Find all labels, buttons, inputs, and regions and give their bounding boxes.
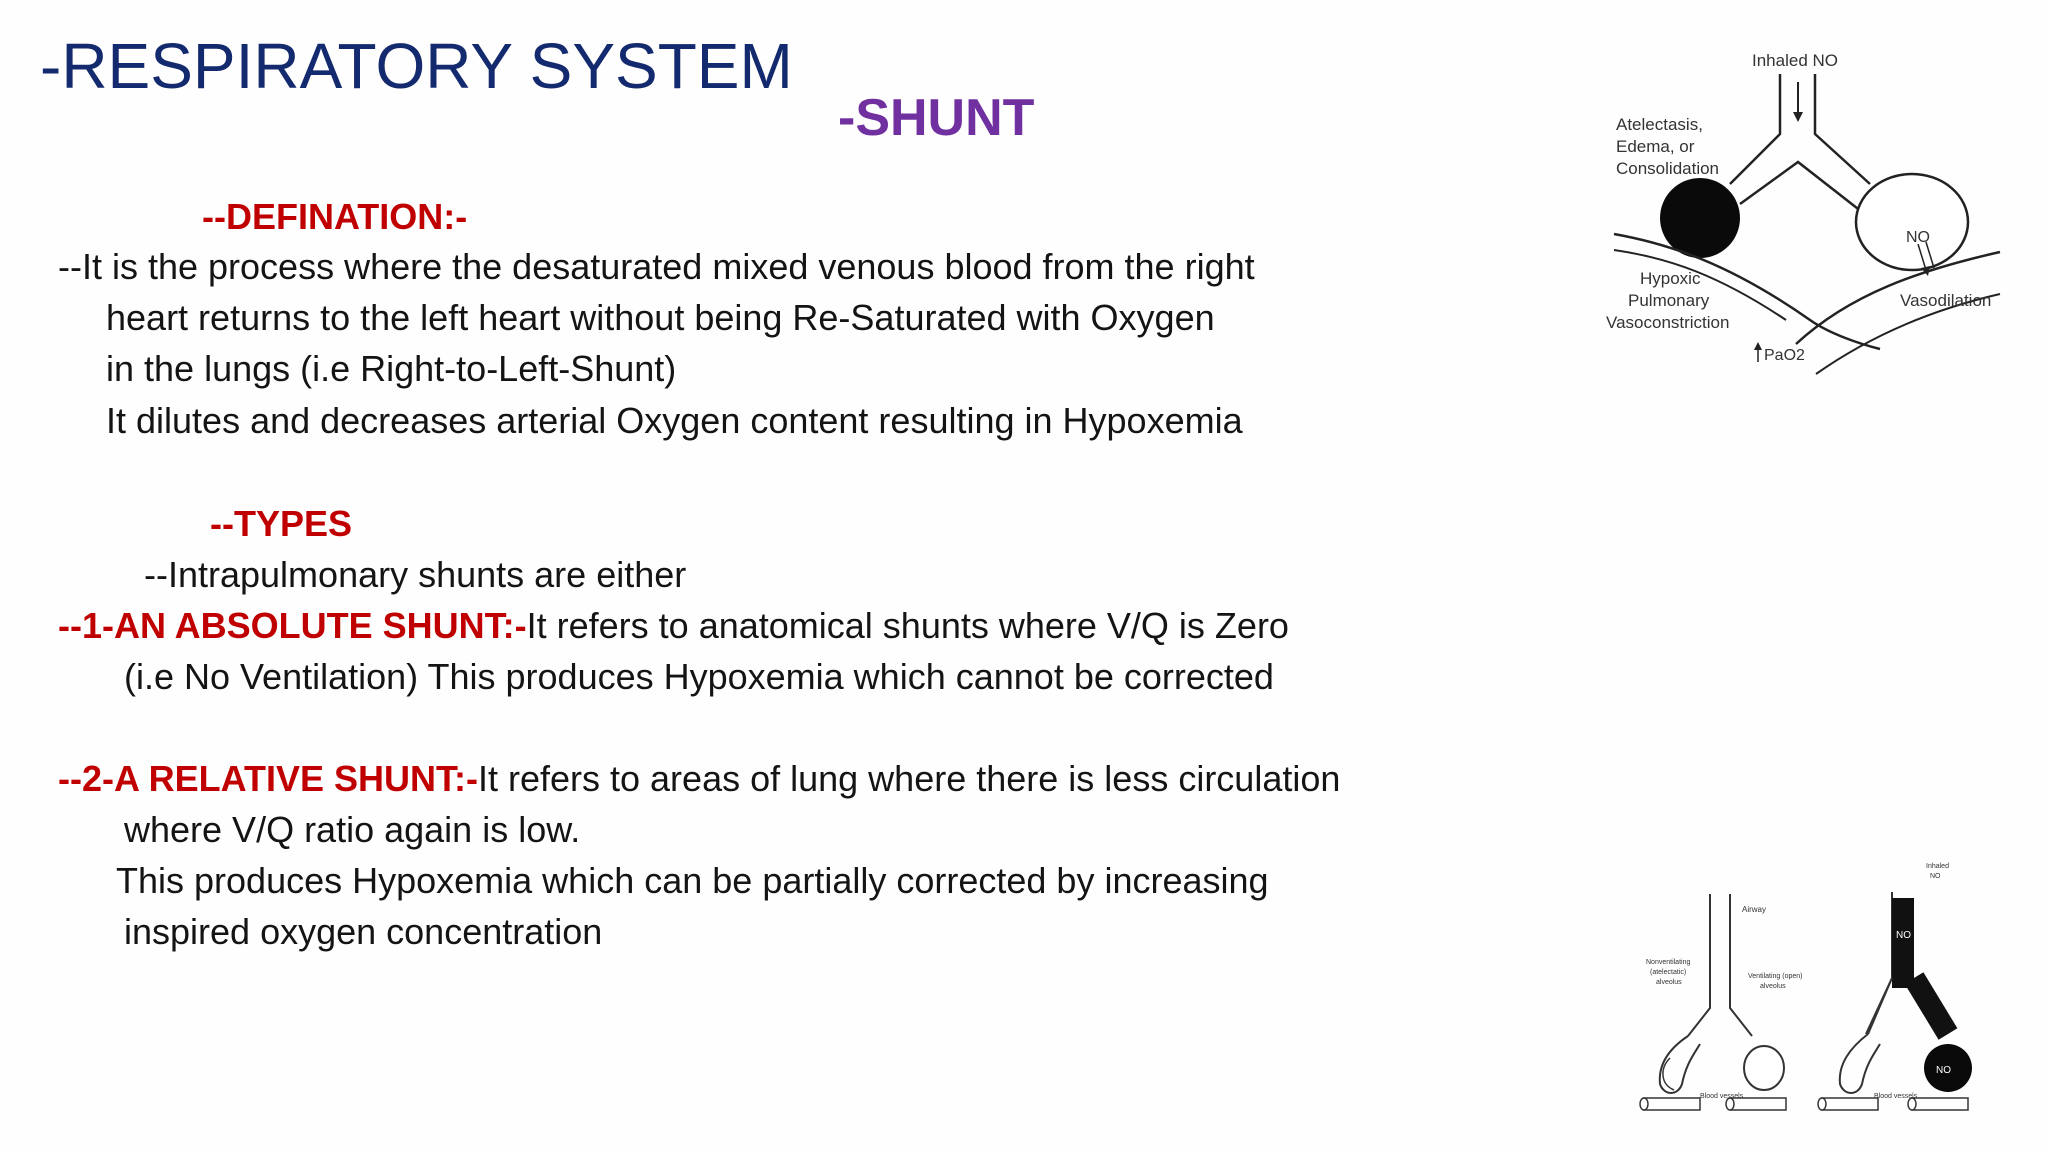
ventilating-label-2: alveolus xyxy=(1760,983,1786,990)
alveolus-no-label: NO xyxy=(1936,1065,1951,1076)
inhaled-label-1: Inhaled xyxy=(1926,863,1949,870)
ventilated-alveolus xyxy=(1856,174,1968,270)
definition-line-2: heart returns to the left heart without being Re-Saturated with Oxygen xyxy=(106,297,1215,338)
absolute-shunt-text: It refers to anatomical shunts where V/Q is Zero xyxy=(526,605,1289,646)
relative-shunt-text: It refers to areas of lung where there is less circulation xyxy=(477,758,1341,799)
shunt-vasodilation-diagram xyxy=(1600,44,2010,384)
hpv-label-2: Pulmonary xyxy=(1628,291,1710,310)
definition-line-3: in the lungs (i.e Right-to-Left-Shunt) xyxy=(106,348,677,389)
definition-line-1: --It is the process where the desaturated mixed venous blood from the right xyxy=(58,246,1255,287)
hpv-label-1: Hypoxic xyxy=(1640,269,1701,288)
relative-shunt-line-3: This produces Hypoxemia which can be partially corrected by increasing xyxy=(116,860,1269,901)
ventilating-label-1: Ventilating (open) xyxy=(1748,973,1803,980)
types-heading: --TYPES xyxy=(210,503,353,544)
blood-vessels-label-right: Blood vessels xyxy=(1874,1093,1918,1100)
slide-title: -RESPIRATORY SYSTEM xyxy=(40,30,793,102)
atelectasis-label-2: Edema, or xyxy=(1616,137,1695,156)
pao2-label: PaO2 xyxy=(1764,347,1805,364)
types-intro: --Intrapulmonary shunts are either xyxy=(144,554,687,595)
absolute-shunt-label: --1-AN ABSOLUTE SHUNT:- xyxy=(58,605,527,646)
slide-subtitle: -SHUNT xyxy=(838,89,1035,147)
atelectasis-label-3: Consolidation xyxy=(1616,159,1720,178)
airway-no-label: NO xyxy=(1896,930,1911,941)
atelectasis-label-1: Atelectasis, xyxy=(1616,115,1703,134)
alveoli-blood-vessel-diagram xyxy=(1630,858,2010,1118)
blood-vessels-label-left: Blood vessels xyxy=(1700,1093,1744,1100)
relative-shunt-line-4: inspired oxygen concentration xyxy=(124,911,603,952)
nonventilating-label-2: (atelectatic) xyxy=(1650,969,1687,976)
vasodilation-label: Vasodilation xyxy=(1900,291,1992,310)
inhaled-no-label: Inhaled NO xyxy=(1752,51,1838,70)
nonventilating-label-3: alveolus xyxy=(1656,979,1682,986)
definition-line-4: It dilutes and decreases arterial Oxygen content resulting in Hypoxemia xyxy=(106,400,1243,441)
relative-shunt-label: --2-A RELATIVE SHUNT:- xyxy=(58,758,478,799)
absolute-shunt-line-2: (i.e No Ventilation) This produces Hypoxemia which cannot be corrected xyxy=(124,656,1274,697)
relative-shunt-line xyxy=(58,758,1340,799)
inhaled-label-2: NO xyxy=(1930,873,1941,880)
absolute-shunt-line xyxy=(58,605,1289,646)
no-label: NO xyxy=(1906,229,1930,246)
collapsed-alveolus xyxy=(1660,178,1740,258)
hpv-label-3: Vasoconstriction xyxy=(1606,313,1730,332)
definition-heading: --DEFINATION:- xyxy=(202,196,468,237)
airway-label: Airway xyxy=(1742,905,1767,914)
nonventilating-label-1: Nonventilating xyxy=(1646,959,1691,966)
relative-shunt-line-2: where V/Q ratio again is low. xyxy=(124,809,581,850)
